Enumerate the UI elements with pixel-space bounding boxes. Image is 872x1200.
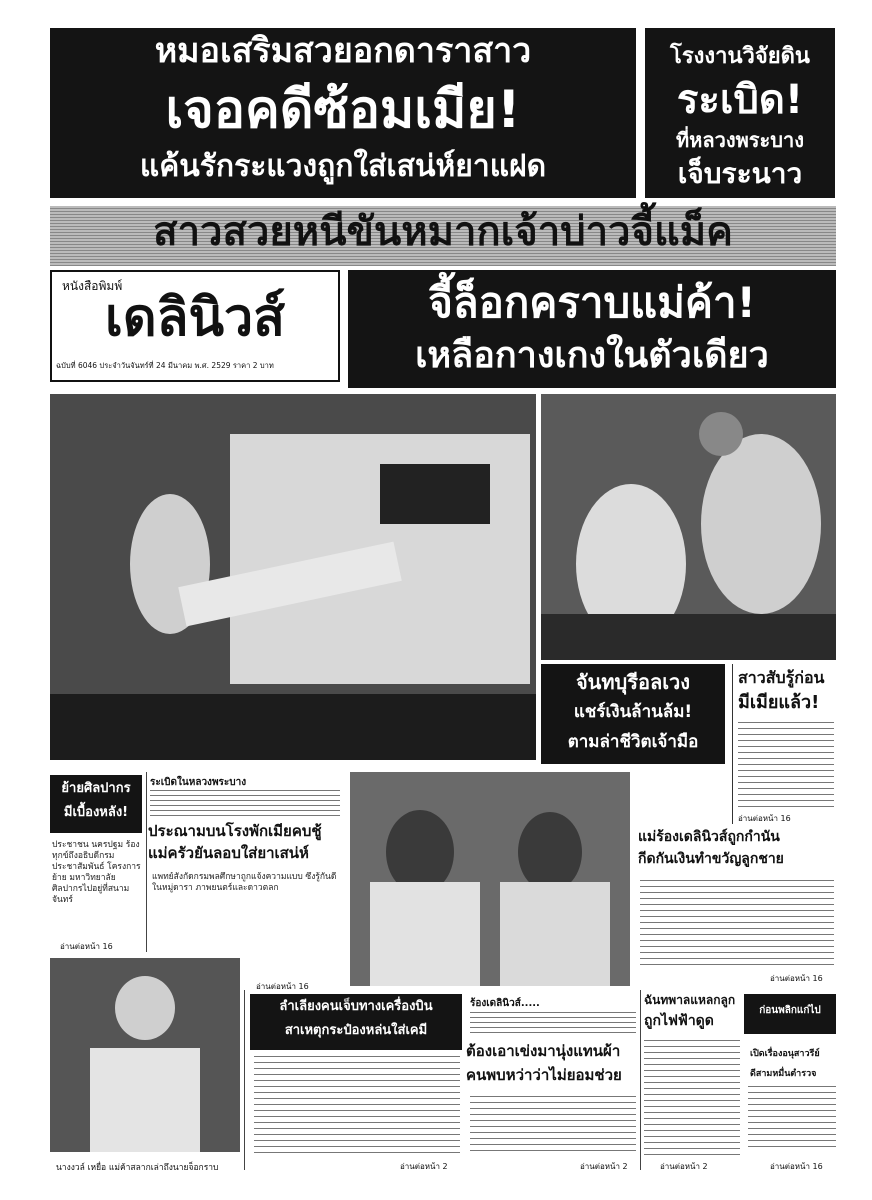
headline-line1: หมอเสริมสวยอกดาราสาว [154,31,532,71]
left-col-cont: อ่านต่อหน้า 16 [60,942,113,951]
divider-vertical-left [146,772,147,952]
chanthaburi-line3: ตามล่าชีวิตเจ้ามือ [567,732,699,752]
masthead-issue-line: ฉบับที่ 6046 ประจำวันจันทร์ที่ 24 มีนาคม พ.ศ. 2529 ราคา 2 บาท [56,361,274,370]
right-story-body [738,722,834,808]
clothes-story-kicker: ร้องเดลินิวส์..... [470,998,540,1009]
mother-story-body [640,880,834,970]
main-headline-line1: จี้ล็อกคราบแม่ค้า! [428,278,756,327]
airline-story-title2: สาเหตุกระป๋องหล่นใส่เคมี [284,1023,428,1038]
mother-story-title2: กีดกันเงินทำขวัญลูกชาย [638,851,784,867]
clothes-story-title1: ต้องเอาเข่งมานุ่งแทนผ้า [466,1042,621,1060]
clothes-story-cont: อ่านต่อหน้า 2 [580,1162,628,1171]
chanthaburi-line1: จันทบุรีอลเวง [575,670,691,694]
mother-story-cont: อ่านต่อหน้า 16 [770,974,823,983]
mid-story-cont: อ่านต่อหน้า 16 [256,982,309,991]
banner-headline: สาวสวยหนีขันหมากเจ้าบ่าวจี้แม็ค [153,209,733,255]
index-box-title: ก่อนพลิกแก่ไป [759,1005,821,1016]
main-headline-line2: เหลือกางเกงในตัวเดียว [415,335,769,376]
side-line2: ระเบิด! [676,77,804,123]
right-story-title1: สาวสับรู้ก่อน [738,668,825,687]
airline-story-body [254,1056,460,1156]
left-col-title1: ย้ายศิลปากร [61,781,131,796]
photo-woman [50,958,240,1152]
clothes-story-title2: คนพบหว่าว่าไม่ยอมช่วย [466,1066,622,1084]
index-item1: เปิดเรื่องอนุสาวรีย์ [750,1049,820,1059]
clothes-story-lead [470,1012,636,1034]
side-line3: ที่หลวงพระบาง [676,128,804,152]
mid-story-kicker: ระเบิดในหลวงพระบาง [150,777,247,788]
photo-ambulance [50,394,536,760]
masthead-kicker: หนังสือพิมพ์ [62,279,123,293]
clothes-story-body [470,1096,636,1156]
photo-suspect [541,394,836,660]
lightning-story-title1: ฉันทพาลแหลกลูก [644,993,736,1007]
lightning-story-body [644,1040,740,1156]
photo-two-men [350,772,630,986]
side-line4: เจ็บระนาว [677,157,803,190]
photo-two-men-figure [350,772,630,986]
index-item2: ดีสามหมื่นตำรวจ [750,1069,817,1079]
airline-story-title1: ลำเลียงคนเจ็บทางเครื่องบิน [279,999,433,1014]
airline-story-cont: อ่านต่อหน้า 2 [400,1162,448,1171]
photo-woman-figure [50,958,240,1152]
side-line1: โรงงานวิจัยดิน [670,44,810,69]
divider-vertical-right [640,990,641,1170]
index-box-cont: อ่านต่อหน้า 16 [770,1162,823,1171]
right-story-cont: อ่านต่อหน้า 16 [738,814,791,823]
headline-line3: แค้นรักระแวงถูกใส่เสน่ห์ยาแฝด [139,149,547,184]
mid-story-title2: แม่ครัวยันลอบใส่ยาเสน่ห์ [148,844,309,862]
lightning-story-cont: อ่านต่อหน้า 2 [660,1162,708,1171]
photo-ambulance-figure [50,394,536,760]
photo-suspect-figure [541,394,836,660]
index-box-body [748,1086,836,1150]
masthead-title: เดลินิวส์ [105,287,285,348]
left-col-body: ประชาชน นครปฐม ร้องทุกข์ถึงอธิบดีกรม ประชาสัมพันธ์ โครงการย้าย มหาวิทยาลัยศิลปากรไปอยู่ที่สนามจันทร์ [52,840,141,905]
mid-story-body: แพทย์สังกัดกรมพลศึกษาถูกแจ้งความแบบ ซึ่งรู้กันดีในหมู่ดารา ภาพยนตร์และดาวตลก [152,872,337,893]
mid-story-lead [150,790,340,818]
divider-vertical-mid [244,990,245,1170]
lightning-story-title2: ถูกไฟฟ้าดูด [644,1013,714,1029]
mid-story-title1: ประณามบนโรงพักเมียคบชู้ [148,822,322,840]
mother-story-title1: แม่ร้องเดลินิวส์ถูกกำนัน [638,829,780,845]
left-col-title2: มีเบื้องหลัง! [63,805,129,820]
photo-woman-caption: นางงวล์ เหยื่อ แม่ค้าสลากเล่าถึงนายจ็อกราบ [56,1163,219,1173]
chanthaburi-line2: แชร์เงินล้านล้ม! [573,702,693,722]
right-story-title2: มีเมียแล้ว! [738,692,820,713]
headline-line2: เจอคดีซ้อมเมีย! [165,80,521,140]
